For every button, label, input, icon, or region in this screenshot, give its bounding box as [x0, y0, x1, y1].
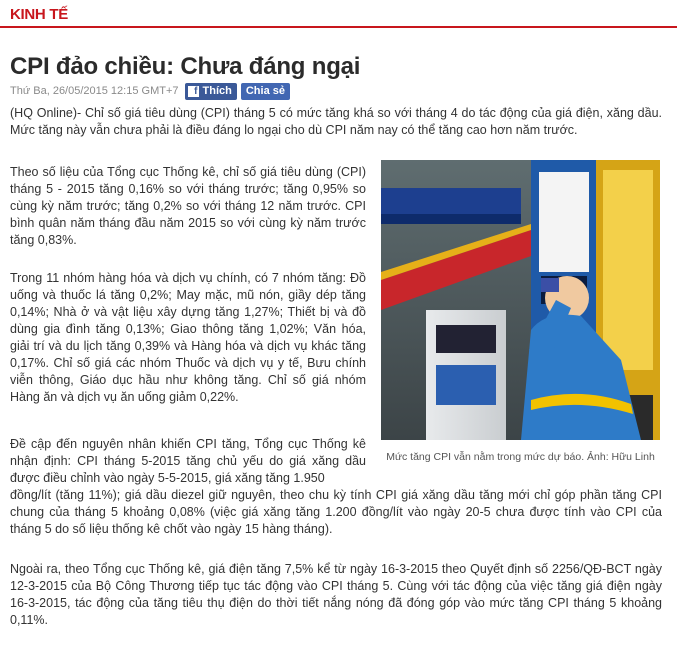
article-paragraph-3-continued: đồng/lít (tăng 11%); giá dầu diezel giữ nguyên, theo chu kỳ tính CPI giá xăng dầu tăng mới chỉ góp phần tăng CPI chung của tháng 5 khoảng 0,08% (việc giá xăng tăng 1.200 đồng/lít vào ngày 20-5 chưa được tính vào CPI của tháng 5 do số liệu thống kê chốt vào ngày 15 hàng tháng). [10, 488, 662, 536]
article-paragraph-3: Đề cập đến nguyên nhân khiến CPI tăng, Tổng cục Thống kê nhận định: CPI tháng 5-2015 tăng chủ yếu do giá xăng dầu được điều chỉnh vào ngày 5-5-2015, giá xăng tăng 1.950 [10, 437, 366, 485]
article-meta [10, 82, 290, 100]
facebook-icon: f [188, 86, 199, 97]
photo-caption: Mức tăng CPI vẫn nằm trong mức dự báo. Ảnh: Hữu Linh [386, 451, 655, 463]
facebook-like-button[interactable] [185, 83, 237, 100]
article-lead: (HQ Online)- Chỉ số giá tiêu dùng (CPI) tháng 5 có mức tăng khá so với tháng 4 do tác động của giá điện, xăng dầu. Mức tăng này vẫn chưa phải là điều đáng lo ngại cho dù CPI năm nay có thể tăng cao hơn năm trước. [10, 106, 662, 137]
share-button[interactable]: Chia sẻ [241, 83, 290, 100]
article-paragraph-4: Ngoài ra, theo Tổng cục Thống kê, giá điện tăng 7,5% kể từ ngày 16-3-2015 theo Quyết định số 2256/QĐ-BCT ngày 12-3-2015 của Bộ Công Thương tiếp tục tác động vào CPI tháng 5. Cùng với tác động của việc tăng giá điện ngày 16-3-2015, tác động của tăng tiêu thụ điện do thời tiết nắng nóng đã đóng góp vào mức tăng CPI tháng 5 khoảng 0,11%. [10, 562, 662, 627]
article-paragraph-1: Theo số liệu của Tổng cục Thống kê, chỉ số giá tiêu dùng (CPI) tháng 5 - 2015 tăng 0,16% so với tháng trước; tăng 0,95% so cùng kỳ năm trước; tăng 0,2% so với tháng 12 năm trước. CPI bình quân năm tháng đầu năm 2015 so với cùng kỳ năm trước tăng 0,83%. [10, 165, 366, 247]
section-header [0, 0, 677, 28]
article-paragraph-2: Trong 11 nhóm hàng hóa và dịch vụ chính, có 7 nhóm tăng: Đồ uống và thuốc lá tăng 0,2%; May mặc, mũ nón, giầy dép tăng 0,14%; Nhà ở và vật liệu xây dựng tăng 1,27%; Thiết bị và đồ dùng gia đình tăng 0,13%; Giao thông tăng 1,02%; Văn hóa, giải trí và du lịch tăng 0,39% và Hàng hóa và dịch vụ khác tăng 0,17%. Chỉ số giá các nhóm Thuốc và dịch vụ y tế, Bưu chính viễn thông, Giáo dục hầu như không tăng. Chỉ số giá nhóm Hàng ăn và dịch vụ ăn uống giảm 0,22%. [10, 271, 366, 404]
like-label: Thích [202, 85, 232, 97]
publish-date: Thứ Ba, 26/05/2015 12:15 GMT+7 [10, 85, 179, 97]
article-photo [381, 160, 660, 440]
article-title: CPI đảo chiều: Chưa đáng ngại [10, 53, 361, 80]
section-label[interactable]: KINH TẾ [10, 6, 68, 23]
